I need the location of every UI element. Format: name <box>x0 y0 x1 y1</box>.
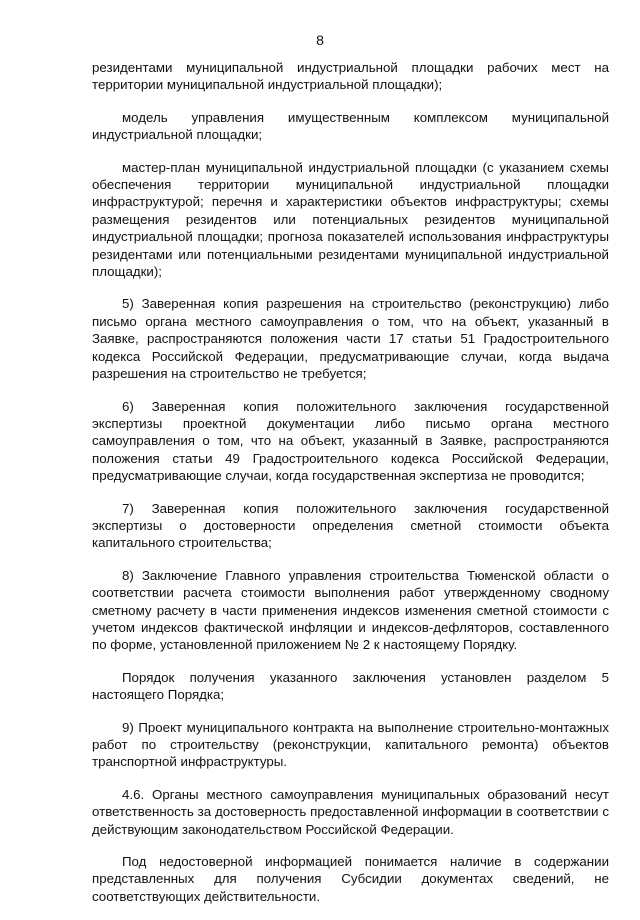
paragraph-conclusion-order: Порядок получения указанного заключения установлен разделом 5 настоящего Порядка; <box>92 669 609 703</box>
paragraph-inaccurate-info: Под недостоверной информацией понимается наличие в содержании представленных для получения Субсидии документах сведений, не соответствующих действительности. <box>92 854 609 904</box>
paragraph-item-8: 8) Заключение Главного управления строительства Тюменской области о соответствии расчета стоимости выполнения работ утвержденному сводному сметному расчету в части применения индексов изменения сметной стоимости с учетом индексов фактической инфляции и индексов-дефляторов, составленного по форме, установленной приложением № 2 к настоящему Порядку. <box>92 567 609 653</box>
paragraph-item-7: 7) Заверенная копия положительного заключения государственной экспертизы о достоверности определения сметной стоимости объекта капитального строительства; <box>92 500 609 551</box>
paragraph-section-4-6: 4.6. Органы местного самоуправления муниципальных образований несут ответственность за достоверность предоставленной информации в соответствии с действующим законодательством Российской Федерации. <box>92 786 609 837</box>
page-number: 8 <box>316 32 324 48</box>
paragraph-master-plan: мастер-план муниципальной индустриальной площадки (с указанием схемы обеспечения территории муниципальной индустриальной площадки инфраструктурой; перечня и характеристики объектов инфраструктуры; схемы размещения резидентов или потенциальных резидентов муниципальной индустриальной площадки; прогноза показателей использования инфраструктуры резидентами или потенциальными резидентами муниципальной индустриальной площадки); <box>92 159 609 280</box>
paragraph-continuation: резидентами муниципальной индустриальной площадки рабочих мест на территории муниципальной индустриальной площадки); <box>92 60 609 93</box>
paragraph-item-5: 5) Заверенная копия разрешения на строительство (реконструкцию) либо письмо органа местного самоуправления о том, что на объект, указанный в Заявке, распространяются положения части 17 статьи 51 Градостроительного кодекса Российской Федерации, предусматривающие случаи, когда выдача разрешения на строительство не требуется; <box>92 296 609 382</box>
document-body <box>92 59 609 920</box>
paragraph-management-model: модель управления имущественным комплексом муниципальной индустриальной площадки; <box>92 109 609 143</box>
paragraph-item-9: 9) Проект муниципального контракта на выполнение строительно-монтажных работ по строительству (реконструкции, капитального ремонта) объектов транспортной инфраструктуры. <box>92 719 609 770</box>
paragraph-item-6: 6) Заверенная копия положительного заключения государственной экспертизы проектной документации либо письмо органа местного самоуправления о том, что на объект, указанный в Заявке, распространяются положения статьи 49 Градостроительного кодекса Российской Федерации, предусматривающие случаи, когда государственная экспертиза не проводится; <box>92 398 609 484</box>
